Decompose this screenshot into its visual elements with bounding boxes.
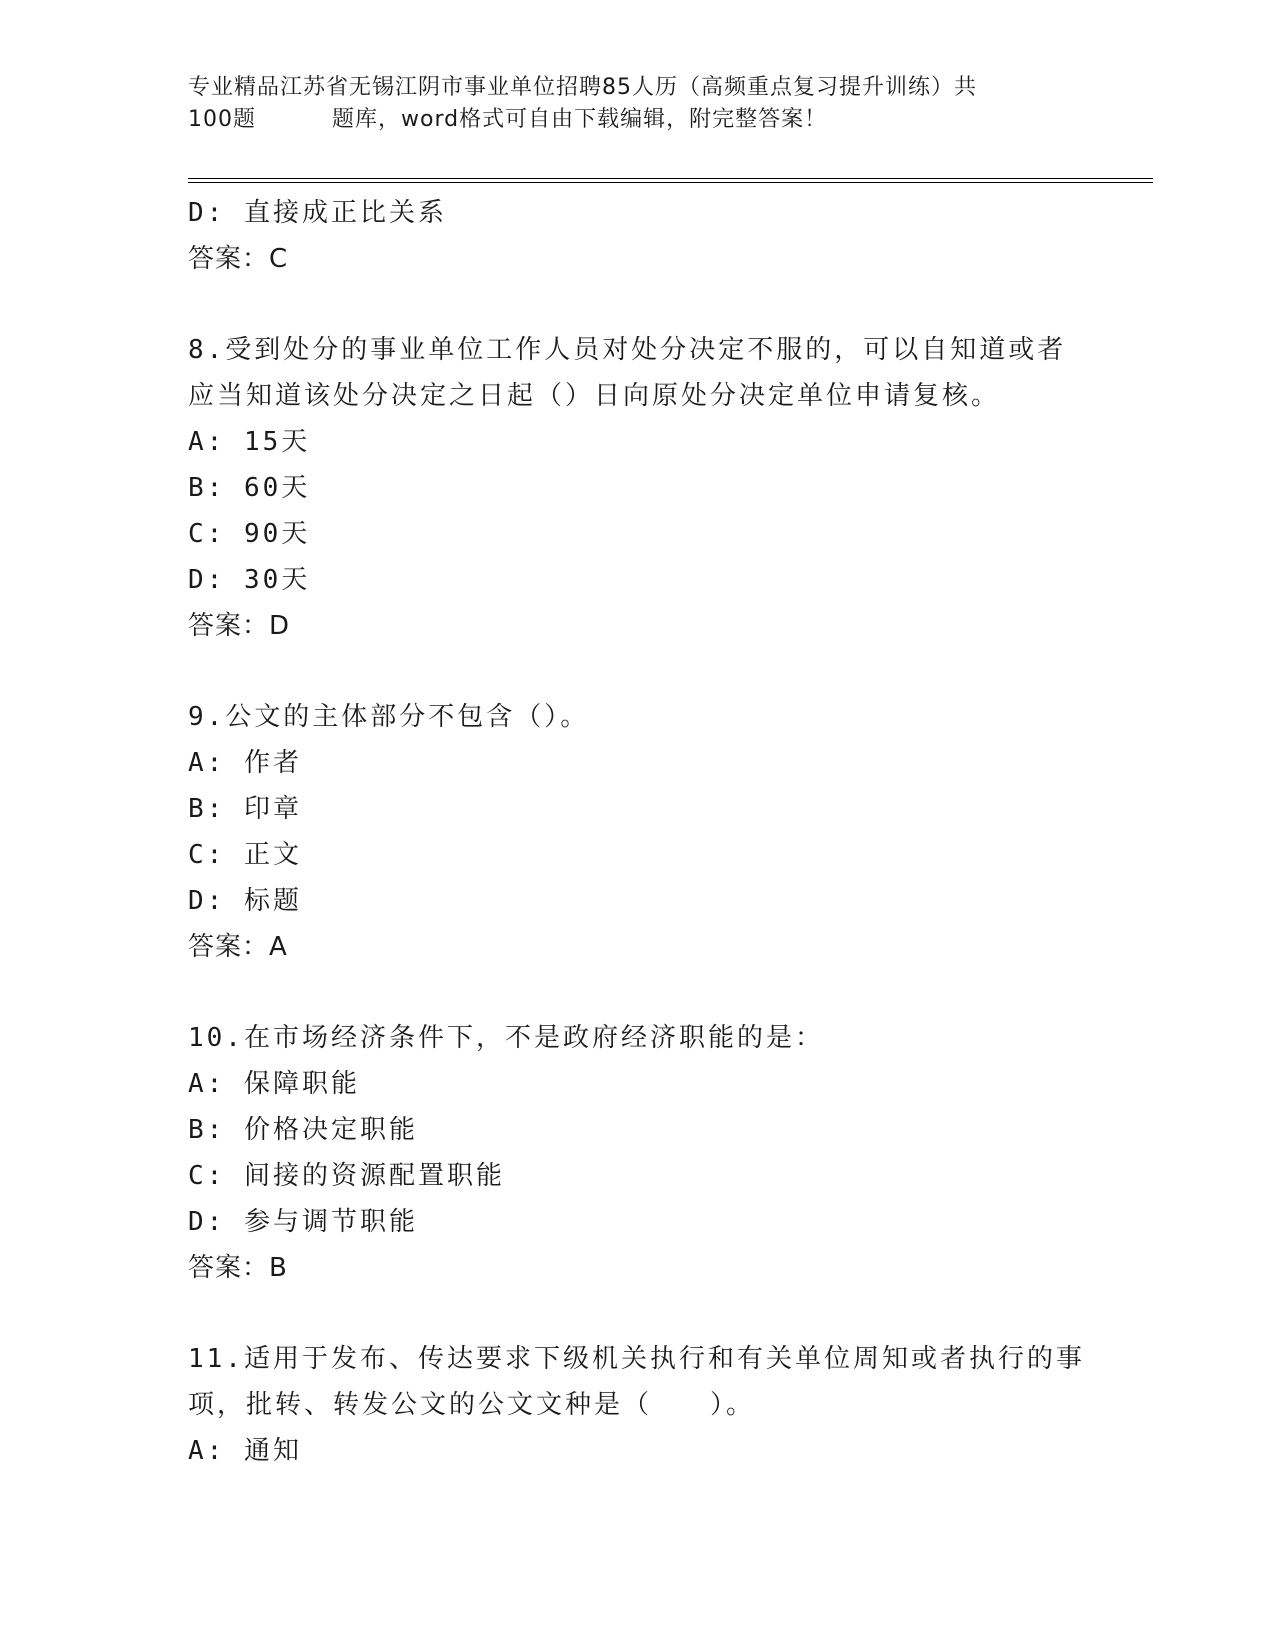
header-divider-top bbox=[188, 178, 1153, 179]
header-description: 题库，word格式可自由下载编辑，附完整答案！ bbox=[332, 107, 828, 132]
option-d: D: 标题 bbox=[188, 886, 302, 916]
option-c: C: 正文 bbox=[188, 840, 302, 870]
option-a: A: 作者 bbox=[188, 748, 302, 778]
option-b: B: 价格决定职能 bbox=[188, 1115, 418, 1145]
answer: 答案：C bbox=[188, 244, 289, 274]
question-list bbox=[188, 190, 1088, 1474]
question-9 bbox=[188, 694, 1088, 970]
header-line-2 bbox=[188, 104, 1088, 136]
option-c: C: 90天 bbox=[188, 519, 311, 549]
option-a: A: 15天 bbox=[188, 427, 311, 457]
option-b: B: 60天 bbox=[188, 473, 311, 503]
header-divider-bottom bbox=[188, 182, 1153, 183]
document-header bbox=[188, 72, 1088, 136]
header-line-1: 专业精品江苏省无锡江阴市事业单位招聘85人历（高频重点复习提升训练）共 bbox=[188, 75, 977, 100]
option-d: D: 直接成正比关系 bbox=[188, 198, 447, 228]
question-11 bbox=[188, 1336, 1088, 1474]
question-text: 10.在市场经济条件下，不是政府经济职能的是： bbox=[188, 1023, 824, 1053]
answer: 答案：B bbox=[188, 1253, 288, 1283]
option-b: B: 印章 bbox=[188, 794, 302, 824]
option-a: A: 保障职能 bbox=[188, 1069, 360, 1099]
answer: 答案：A bbox=[188, 932, 288, 962]
option-a: A: 通知 bbox=[188, 1436, 302, 1466]
question-text: 11.适用于发布、传达要求下级机关执行和有关单位周知或者执行的事 bbox=[188, 1344, 1085, 1374]
answer: 答案：D bbox=[188, 611, 291, 641]
option-d: D: 30天 bbox=[188, 565, 311, 595]
question-10 bbox=[188, 1015, 1088, 1291]
option-c: C: 间接的资源配置职能 bbox=[188, 1161, 505, 1191]
question-text: 8.受到处分的事业单位工作人员对处分决定不服的，可以自知道或者 bbox=[188, 335, 1067, 365]
question-8 bbox=[188, 327, 1088, 649]
question-text: 应当知道该处分决定之日起（）日向原处分决定单位申请复核。 bbox=[188, 381, 1001, 411]
question-text: 9.公文的主体部分不包含（）。 bbox=[188, 702, 590, 732]
header-question-count: 100题 bbox=[188, 107, 256, 132]
option-d: D: 参与调节职能 bbox=[188, 1207, 418, 1237]
question-text: 项，批转、转发公文的公文文种是（ ）。 bbox=[188, 1390, 756, 1420]
